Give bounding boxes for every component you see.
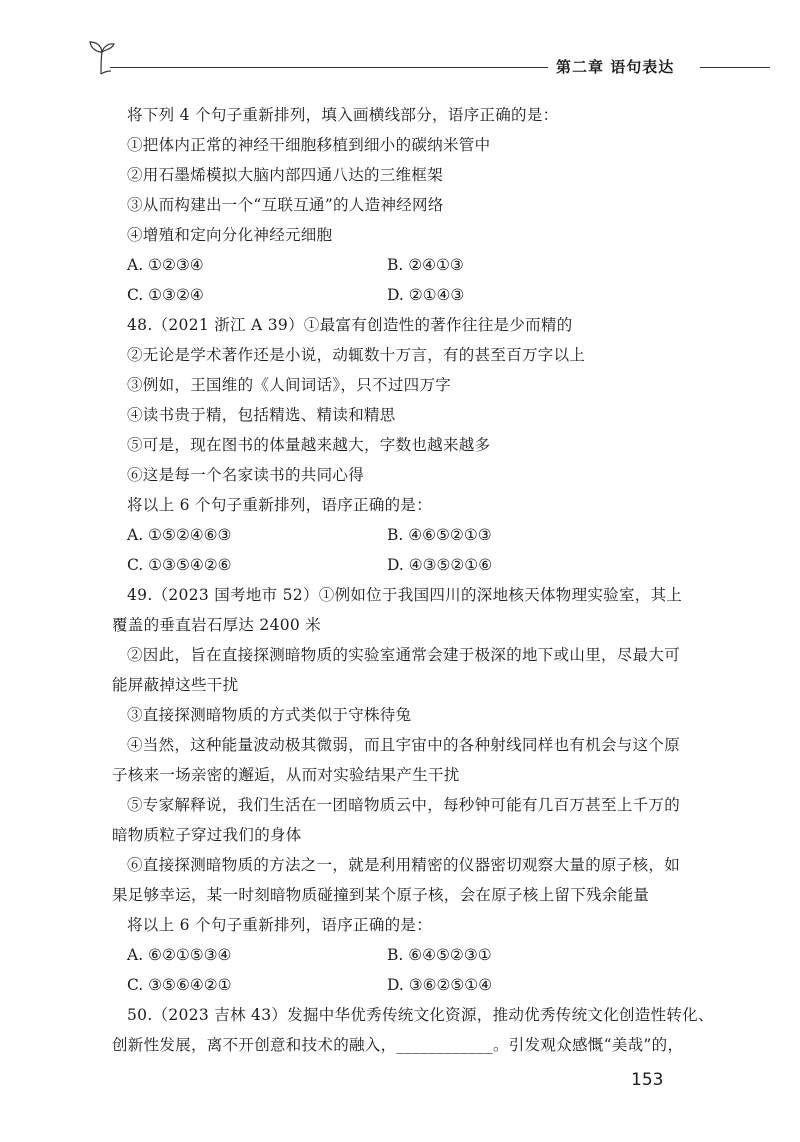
question-line: 48.（2021 浙江 A 39）①最富有创造性的著作往往是少而精的 bbox=[127, 316, 573, 334]
header-rule bbox=[110, 67, 548, 68]
sentence-line: ⑤可是，现在图书的体量越来越大，字数也越来越多 bbox=[127, 436, 491, 454]
question-stem: 将以上 6 个句子重新排列，语序正确的是： bbox=[127, 916, 433, 934]
question-stem: 将下列 4 个句子重新排列，填入画横线部分，语序正确的是： bbox=[127, 106, 559, 124]
answer-option: C. ①③②④ bbox=[127, 286, 204, 304]
sentence-line: ⑥直接探测暗物质的方法之一，就是利用精密的仪器密切观察大量的原子核，如 bbox=[127, 856, 681, 874]
answer-option: A. ①②③④ bbox=[127, 256, 204, 274]
answer-option: D. ③⑥②⑤①④ bbox=[387, 976, 493, 994]
sentence-line: 暗物质粒子穿过我们的身体 bbox=[112, 826, 302, 844]
sentence-line: 子核来一场亲密的邂逅，从而对实验结果产生干扰 bbox=[112, 766, 460, 784]
sentence-line: ③从而构建出一个“互联互通”的人造神经网络 bbox=[127, 196, 444, 214]
sentence-line: 果足够幸运，某一时刻暗物质碰撞到某个原子核，会在原子核上留下残余能量 bbox=[112, 886, 650, 904]
sentence-line: ②因此，旨在直接探测暗物质的实验室通常会建于极深的地下或山里，尽最大可 bbox=[127, 646, 681, 664]
page-header bbox=[0, 0, 800, 90]
answer-option: D. ④③⑤②①⑥ bbox=[387, 556, 493, 574]
sentence-line: ④增殖和定向分化神经元细胞 bbox=[127, 226, 333, 244]
answer-option: A. ⑥②①⑤③④ bbox=[127, 946, 232, 964]
sprout-icon bbox=[86, 36, 116, 76]
answer-option: C. ①③⑤④②⑥ bbox=[127, 556, 232, 574]
sentence-line: ②用石墨烯模拟大脑内部四通八达的三维框架 bbox=[127, 166, 444, 184]
chapter-title: 第二章 语句表达 bbox=[556, 58, 675, 76]
answer-option: B. ⑥④⑤②③① bbox=[387, 946, 492, 964]
sentence-line: 创新性发展，离不开创意和技术的融入，____________。引发观众感慨“美哉”的， bbox=[112, 1036, 684, 1054]
answer-option: D. ②①④③ bbox=[387, 286, 465, 304]
answer-option: C. ③⑤⑥④②① bbox=[127, 976, 232, 994]
sentence-line: ⑥这是每一个名家读书的共同心得 bbox=[127, 466, 365, 484]
question-line: 49.（2023 国考地市 52）①例如位于我国四川的深地核天体物理实验室，其上 bbox=[127, 586, 683, 604]
sentence-line: ②无论是学术著作还是小说，动辄数十万言，有的甚至百万字以上 bbox=[127, 346, 586, 364]
question-stem: 将以上 6 个句子重新排列，语序正确的是： bbox=[127, 496, 433, 514]
sentence-line: ③直接探测暗物质的方式类似于守株待兔 bbox=[127, 706, 412, 724]
header-rule bbox=[700, 67, 770, 68]
answer-option: A. ①⑤②④⑥③ bbox=[127, 526, 232, 544]
answer-option: B. ④⑥⑤②①③ bbox=[387, 526, 492, 544]
sentence-line: 覆盖的垂直岩石厚达 2400 米 bbox=[112, 616, 322, 634]
sentence-line: 能屏蔽掉这些干扰 bbox=[112, 676, 239, 694]
page-number: 153 bbox=[631, 1070, 664, 1090]
sentence-line: ①把体内正常的神经干细胞移植到细小的碳纳米管中 bbox=[127, 136, 491, 154]
sentence-line: ⑤专家解释说，我们生活在一团暗物质云中，每秒钟可能有几百万甚至上千万的 bbox=[127, 796, 681, 814]
sentence-line: ④读书贵于精，包括精选、精读和精思 bbox=[127, 406, 396, 424]
answer-option: B. ②④①③ bbox=[387, 256, 464, 274]
sentence-line: ③例如，王国维的《人间词话》，只不过四万字 bbox=[127, 376, 452, 394]
sentence-line: ④当然，这种能量波动极其微弱，而且宇宙中的各种射线同样也有机会与这个原 bbox=[127, 736, 681, 754]
question-line: 50.（2023 吉林 43）发掘中华优秀传统文化资源，推动优秀传统文化创造性转化、 bbox=[127, 1006, 714, 1024]
